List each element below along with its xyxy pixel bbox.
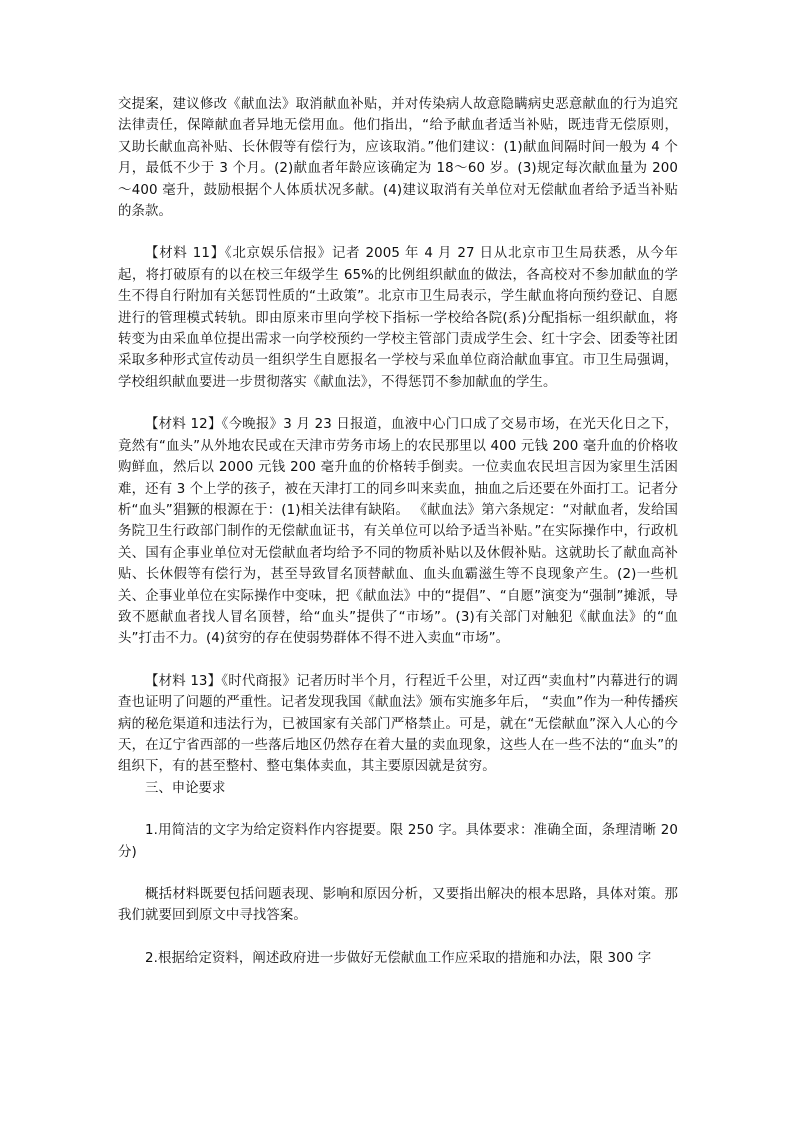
document-page [118, 94, 678, 969]
intro-paragraph: 交提案，建议修改《献血法》取消献血补贴，并对传染病人故意隐瞒病史恶意献血的行为追究法律责任，保障献血者异地无偿用血。他们指出，“给予献血者适当补贴，既违背无偿原则，又助长献血高补贴、长休假等有偿行为，应该取消。”他们建议：(1)献血间隔时间一般为 4 个月，最低不少于 3 个月。(2)献血者年龄应该确定为 18～60 岁。(3)规定每次献血量为 200～400 毫升，鼓励根据个人体质状况多献。(4)建议取消有关单位对无偿献血者给予适当补贴的条款。 [118, 97, 678, 220]
material-12-paragraph: 【材料 12】《今晚报》3 月 23 日报道，血液中心门口成了交易市场，在光天化日之下，竟然有“血头”从外地农民或在天津市劳务市场上的农民那里以 400 元钱 200 毫升血的价格收购鲜血，然后以 2000 元钱 200 毫升血的价格转手倒卖。一位卖血农民坦言因为家里生活困难，还有 3 个上学的孩子，被在天津打工的同乡叫来卖血，抽血之后还要在外面打工。记者分析“血头”猖獗的根源在于：(1)相关法律有缺陷。 《献血法》第六条规定：“对献血者，发给国务院卫生行政部门制作的无偿献血证书，有关单位可以给予适当补贴。”在实际操作中，行政机关、国有企事业单位对无偿献血者均给予不同的物质补贴以及休假补贴。这就助长了献血高补贴、长休假等有偿行为，甚至导致冒名顶替献血、血头血霸滋生等不良现象产生。(2)一些机关、企事业单位在实际操作中变味，把《献血法》中的“提倡”、“自愿”演变为“强制”摊派，导致不愿献血者找人冒名顶替，给“血头”提供了“市场”。(3)有关部门对触犯《献血法》的“血头”打击不力。(4)贫穷的存在使弱势群体不得不进入卖血“市场”。 [118, 417, 678, 647]
material-13-paragraph: 【材料 13】《时代商报》记者历时半个月，行程近千公里，对辽西“卖血村”内幕进行的调查也证明了问题的严重性。记者发现我国《献血法》颁布实施多年后， “卖血”作为一种传播疾病的秘危渠道和违法行为，已被国家有关部门严格禁止。可是，就在“无偿献血”深入人心的今天，在辽宁省西部的一些落后地区仍然存在着大量的卖血现象，这些人在一些不法的“血头”的组织下，有的甚至整村、整屯集体卖血，其主要原因就是贫穷。 [118, 673, 678, 775]
question-1-note: 概括材料既要包括问题表现、影响和原因分析，又要指出解决的根本思路，具体对策。那我们就要回到原文中寻找答案。 [118, 887, 678, 924]
question-2: 2.根据给定资料，阐述政府进一步做好无偿献血工作应采取的措施和办法，限 300 字 [145, 950, 652, 966]
question-1: 1.用简洁的文字为给定资料作内容提要。限 250 字。具体要求：准确全面，条理清晰 20 分) [118, 823, 678, 860]
section-heading: 三、申论要求 [145, 780, 226, 796]
material-11-paragraph: 【材料 11】《北京娱乐信报》记者 2005 年 4 月 27 日从北京市卫生局获悉，从今年起，将打破原有的以在校三年级学生 65%的比例组织献血的做法，各高校对不参加献血的学生不得自行附加有关惩罚性质的“土政策”。北京市卫生局表示，学生献血将向预约登记、自愿进行的管理模式转轨。即由原来市里向学校下指标一学校给各院(系)分配指标一组织献血，将转变为由采血单位提出需求一向学校预约一学校主管部门责成学生会、红十字会、团委等社团采取多种形式宣传动员一组织学生自愿报名一学校与采血单位商洽献血事宜。市卫生局强调，学校组织献血要进一步贯彻落实《献血法》，不得惩罚不参加献血的学生。 [118, 246, 678, 390]
